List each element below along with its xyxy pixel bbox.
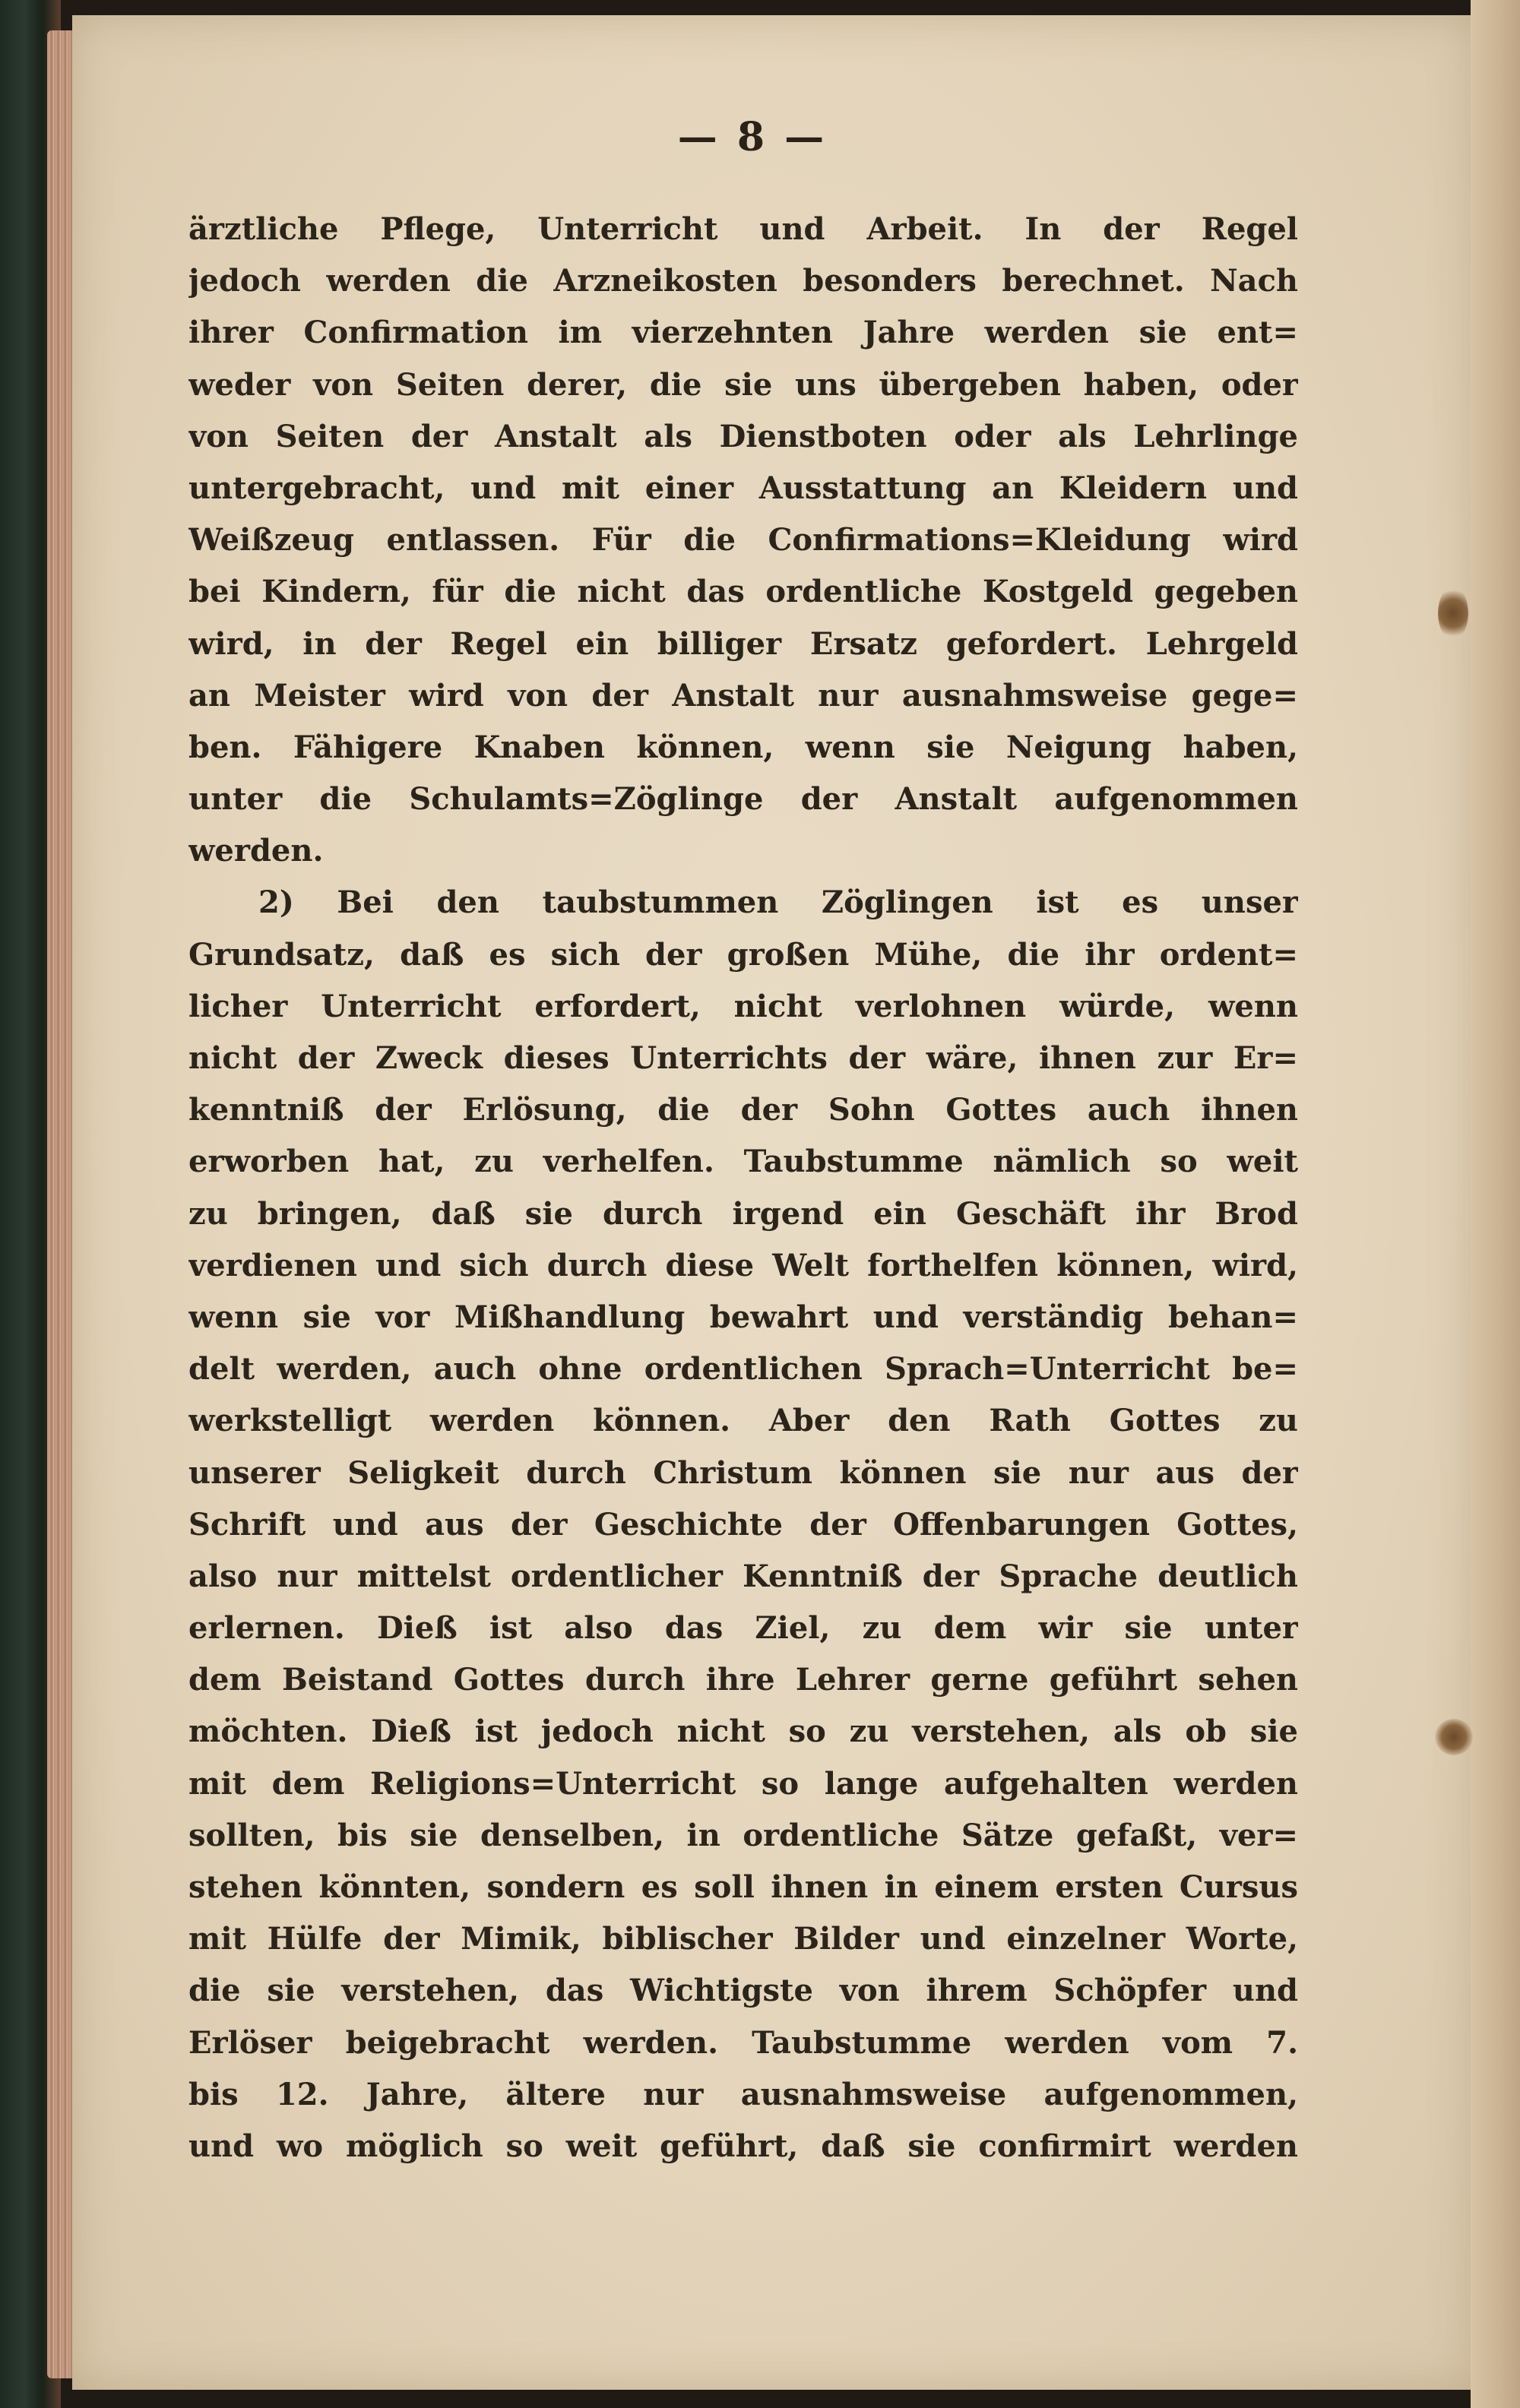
- text-line: Grundsatz, daß es sich der großen Mühe, die ihr ordent=: [188, 936, 1298, 973]
- paragraph-start-line: 2) Bei den taubstummen Zöglingen ist es unser: [258, 884, 1298, 921]
- text-line: erworben hat, zu verhelfen. Taubstumme nämlich so weit: [188, 1144, 1298, 1180]
- body-text: [188, 204, 1298, 2172]
- text-line: stehen könnten, sondern es soll ihnen in einem ersten Cursus: [188, 1869, 1298, 1905]
- text-line: Schrift und aus der Geschichte der Offenbarungen Gottes,: [188, 1506, 1298, 1543]
- facing-page-edge: [1471, 0, 1520, 2408]
- text-line: untergebracht, und mit einer Ausstattung an Kleidern und: [188, 470, 1298, 506]
- text-line: unter die Schulamts=Zöglinge der Anstalt aufgenommen: [188, 781, 1298, 818]
- text-line: bis 12. Jahre, ältere nur ausnahmsweise aufgenommen,: [188, 2076, 1298, 2112]
- paper-stain: [1435, 1719, 1473, 1755]
- text-line: weder von Seiten derer, die sie uns übergeben haben, oder: [188, 366, 1298, 403]
- text-line: mit dem Religions=Unterricht so lange aufgehalten werden: [188, 1765, 1298, 1802]
- text-line: licher Unterricht erfordert, nicht verlohnen würde, wenn: [188, 988, 1298, 1024]
- text-line: von Seiten der Anstalt als Dienstboten oder als Lehrlinge: [188, 418, 1298, 454]
- text-line: wenn sie vor Mißhandlung bewahrt und verständig behan=: [188, 1299, 1298, 1335]
- text-line: werkstelligt werden können. Aber den Rath Gottes zu: [188, 1403, 1298, 1439]
- text-line: möchten. Dieß ist jedoch nicht so zu verstehen, als ob sie: [188, 1713, 1298, 1750]
- text-line: sollten, bis sie denselben, in ordentliche Sätze gefaßt, ver=: [188, 1817, 1298, 1853]
- text-line: verdienen und sich durch diese Welt forthelfen können, wird,: [188, 1247, 1298, 1283]
- text-line: zu bringen, daß sie durch irgend ein Geschäft ihr Brod: [188, 1195, 1298, 1232]
- text-line: nicht der Zweck dieses Unterrichts der wäre, ihnen zur Er=: [188, 1040, 1298, 1076]
- paper-stain: [1438, 587, 1468, 640]
- text-line: an Meister wird von der Anstalt nur ausnahmsweise gege=: [188, 677, 1298, 714]
- text-line: Weißzeug entlassen. Für die Confirmations=Kleidung wird: [188, 522, 1298, 558]
- text-line: mit Hülfe der Mimik, biblischer Bilder und einzelner Worte,: [188, 1921, 1298, 1957]
- text-line: kenntniß der Erlösung, die der Sohn Gottes auch ihnen: [188, 1092, 1298, 1128]
- text-line: unserer Seligkeit durch Christum können sie nur aus der: [188, 1454, 1298, 1491]
- text-line: bei Kindern, für die nicht das ordentliche Kostgeld gegeben: [188, 574, 1298, 610]
- paragraph-end-line: werden.: [188, 833, 324, 869]
- text-line: erlernen. Dieß ist also das Ziel, zu dem wir sie unter: [188, 1610, 1298, 1647]
- page-number: — 8 —: [677, 114, 828, 160]
- text-line: wird, in der Regel ein billiger Ersatz gefordert. Lehrgeld: [188, 625, 1298, 662]
- text-line: und wo möglich so weit geführt, daß sie confirmirt werden: [188, 2128, 1298, 2164]
- text-line: ärztliche Pflege, Unterricht und Arbeit. In der Regel: [188, 211, 1298, 247]
- text-line: also nur mittelst ordentlicher Kenntniß der Sprache deutlich: [188, 1558, 1298, 1594]
- text-line: die sie verstehen, das Wichtigste von ihrem Schöpfer und: [188, 1973, 1298, 2009]
- text-line: delt werden, auch ohne ordentlichen Sprach=Unterricht be=: [188, 1351, 1298, 1388]
- text-line: Erlöser beigebracht werden. Taubstumme werden vom 7.: [188, 2024, 1298, 2061]
- text-line: dem Beistand Gottes durch ihre Lehrer gerne geführt sehen: [188, 1662, 1298, 1698]
- text-line: ihrer Confirmation im vierzehnten Jahre werden sie ent=: [188, 315, 1298, 351]
- text-line: ben. Fähigere Knaben können, wenn sie Neigung haben,: [188, 729, 1298, 765]
- text-line: jedoch werden die Arzneikosten besonders berechnet. Nach: [188, 263, 1298, 299]
